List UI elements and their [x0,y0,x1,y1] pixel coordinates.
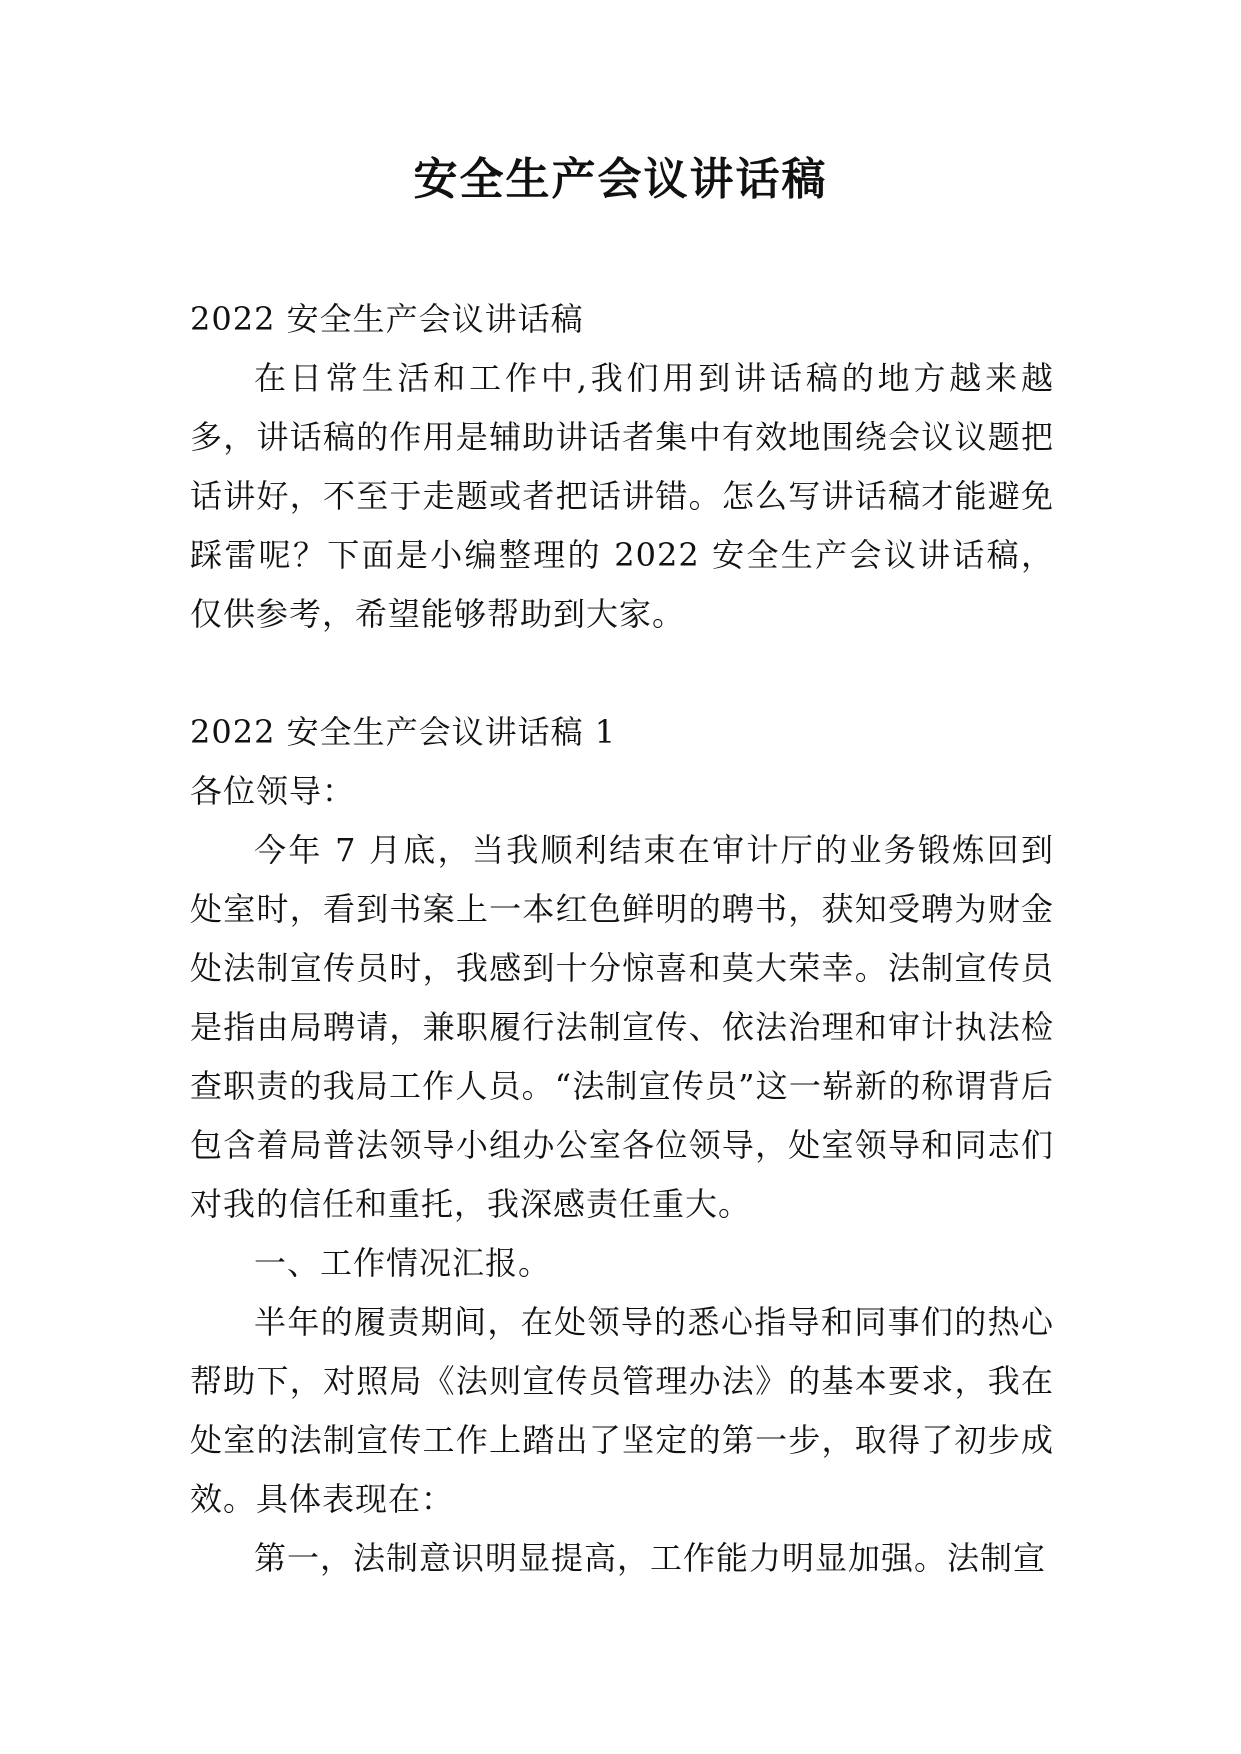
numbered-heading: 一、工作情况汇报。 [254,1244,552,1282]
document-body [190,290,1054,1588]
salutation: 各位领导： [190,772,356,810]
body-paragraph: 今年 7 月底，当我顺利结束在审计厅的业务锻炼回到处室时，看到书案上一本红色鲜明的聘书，获知受聘为财金处法制宣传员时，我感到十分惊喜和莫大荣幸。法制宣传员是指由局聘请，兼职履行法制宣传、依法治理和审计执法检查职责的我局工作人员。“法制宣传员”这一崭新的称谓背后包含着局普法领导小组办公室各位领导，处室领导和同志们对我的信任和重托，我深感责任重大。 [190,831,1054,1223]
blank-line [190,644,1054,703]
document-title: 安全生产会议讲话稿 [413,154,828,205]
body-paragraph: 第一，法制意识明显提高，工作能力明显加强。法制宣 [254,1539,1047,1577]
intro-paragraph: 在日常生活和工作中,我们用到讲话稿的地方越来越多，讲话稿的作用是辅助讲话者集中有效地围绕会议议题把话讲好，不至于走题或者把话讲错。怎么写讲话稿才能避免踩雷呢？下面是小编整理的 2022 安全生产会议讲话稿，仅供参考，希望能够帮助到大家。 [190,359,1054,633]
body-paragraph: 半年的履责期间，在处领导的悉心指导和同事们的热心帮助下，对照局《法则宣传员管理办法》的基本要求，我在处室的法制宣传工作上踏出了坚定的第一步，取得了初步成效。具体表现在： [190,1303,1054,1518]
subtitle-line: 2022 安全生产会议讲话稿 [190,300,584,338]
section-heading: 2022 安全生产会议讲话稿 1 [190,713,617,751]
